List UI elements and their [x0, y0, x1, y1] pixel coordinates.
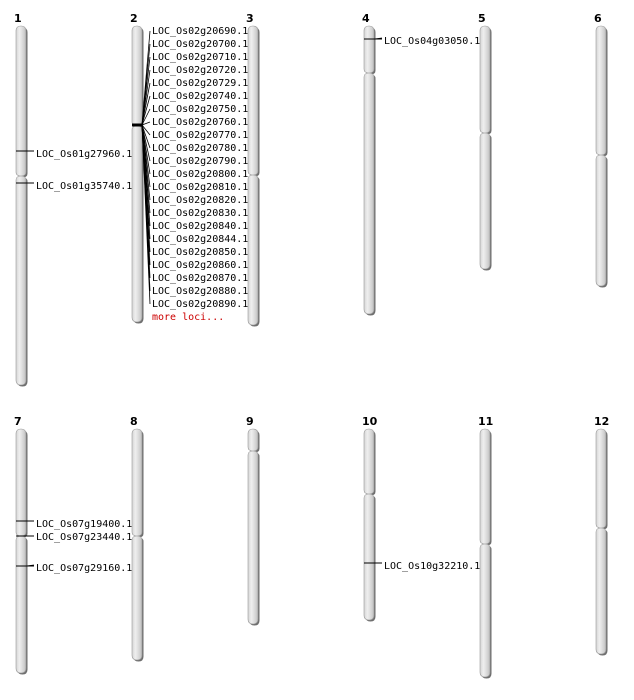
chromosome-body	[480, 429, 490, 677]
locus-label[interactable]: LOC_Os02g20770.1	[152, 130, 249, 141]
chromosome-5[interactable]	[478, 12, 492, 271]
chromosome-1[interactable]	[14, 12, 132, 387]
locus-label[interactable]: LOC_Os02g20690.1	[152, 26, 249, 37]
chromosome-body	[16, 429, 26, 673]
chromosome-body	[132, 26, 142, 322]
locus-label[interactable]: LOC_Os02g20890.1	[152, 299, 249, 310]
locus-label[interactable]: LOC_Os02g20870.1	[152, 273, 249, 284]
chromosome-label: 11	[478, 415, 494, 428]
locus-label[interactable]: LOC_Os01g35740.1	[36, 181, 133, 192]
chromosome-8[interactable]	[130, 415, 144, 662]
locus-label[interactable]: LOC_Os02g20850.1	[152, 247, 249, 258]
locus-label[interactable]: LOC_Os02g20740.1	[152, 91, 249, 102]
chromosome-body	[596, 26, 606, 286]
locus-label[interactable]: LOC_Os02g20729.1	[152, 78, 249, 89]
chromosome-label: 7	[14, 415, 22, 428]
chromosome-label: 4	[362, 12, 370, 25]
chromosome-body	[364, 429, 374, 620]
chromosome-label: 8	[130, 415, 138, 428]
locus-label[interactable]: LOC_Os02g20800.1	[152, 169, 249, 180]
chromosome-4[interactable]	[362, 12, 480, 316]
chromosome-2[interactable]	[130, 12, 248, 324]
chromosome-body	[596, 429, 606, 654]
locus-label[interactable]: LOC_Os02g20720.1	[152, 65, 249, 76]
locus-label[interactable]: LOC_Os02g20790.1	[152, 156, 249, 167]
locus-label[interactable]: LOC_Os04g03050.1	[384, 36, 481, 47]
chromosome-label: 6	[594, 12, 602, 25]
locus-label[interactable]: LOC_Os07g29160.1	[36, 563, 133, 574]
locus-cluster-marker	[132, 124, 142, 127]
chromosome-body	[248, 429, 258, 624]
chromosome-label: 5	[478, 12, 486, 25]
locus-label[interactable]: LOC_Os07g19400.1	[36, 519, 133, 530]
chromosome-body	[248, 26, 258, 325]
locus-label[interactable]: LOC_Os02g20760.1	[152, 117, 249, 128]
more-loci-link[interactable]: more loci...	[152, 312, 225, 323]
chromosome-11[interactable]	[478, 415, 493, 679]
locus-label[interactable]: LOC_Os02g20780.1	[152, 143, 249, 154]
chromosome-3[interactable]	[246, 12, 260, 327]
chromosome-label: 2	[130, 12, 138, 25]
chromosome-12[interactable]	[594, 415, 609, 656]
chromosome-label: 3	[246, 12, 254, 25]
locus-label[interactable]: LOC_Os02g20830.1	[152, 208, 249, 219]
locus-label[interactable]: LOC_Os02g20880.1	[152, 286, 249, 297]
chromosome-6[interactable]	[594, 12, 608, 288]
locus-label[interactable]: LOC_Os02g20810.1	[152, 182, 249, 193]
chromosome-10[interactable]	[362, 415, 480, 622]
chromosome-label: 1	[14, 12, 22, 25]
chromosome-9[interactable]	[246, 415, 260, 626]
locus-label[interactable]: LOC_Os02g20700.1	[152, 39, 249, 50]
chromosome-body	[364, 26, 374, 314]
locus-label[interactable]: LOC_Os02g20860.1	[152, 260, 249, 271]
chromosome-body	[16, 26, 26, 385]
chromosome-7[interactable]	[14, 415, 132, 675]
locus-label[interactable]: LOC_Os02g20750.1	[152, 104, 249, 115]
locus-label[interactable]: LOC_Os07g23440.1	[36, 532, 133, 543]
locus-label[interactable]: LOC_Os02g20820.1	[152, 195, 249, 206]
locus-label[interactable]: LOC_Os02g20844.1	[152, 234, 249, 245]
locus-label[interactable]: LOC_Os01g27960.1	[36, 149, 133, 160]
chromosome-label: 12	[594, 415, 610, 428]
chromosome-label: 10	[362, 415, 378, 428]
locus-label[interactable]: LOC_Os02g20840.1	[152, 221, 249, 232]
chromosome-label: 9	[246, 415, 254, 428]
locus-label[interactable]: LOC_Os02g20710.1	[152, 52, 249, 63]
chromosome-body	[132, 429, 142, 660]
locus-label[interactable]: LOC_Os10g32210.1	[384, 561, 481, 572]
chromosome-body	[480, 26, 490, 269]
